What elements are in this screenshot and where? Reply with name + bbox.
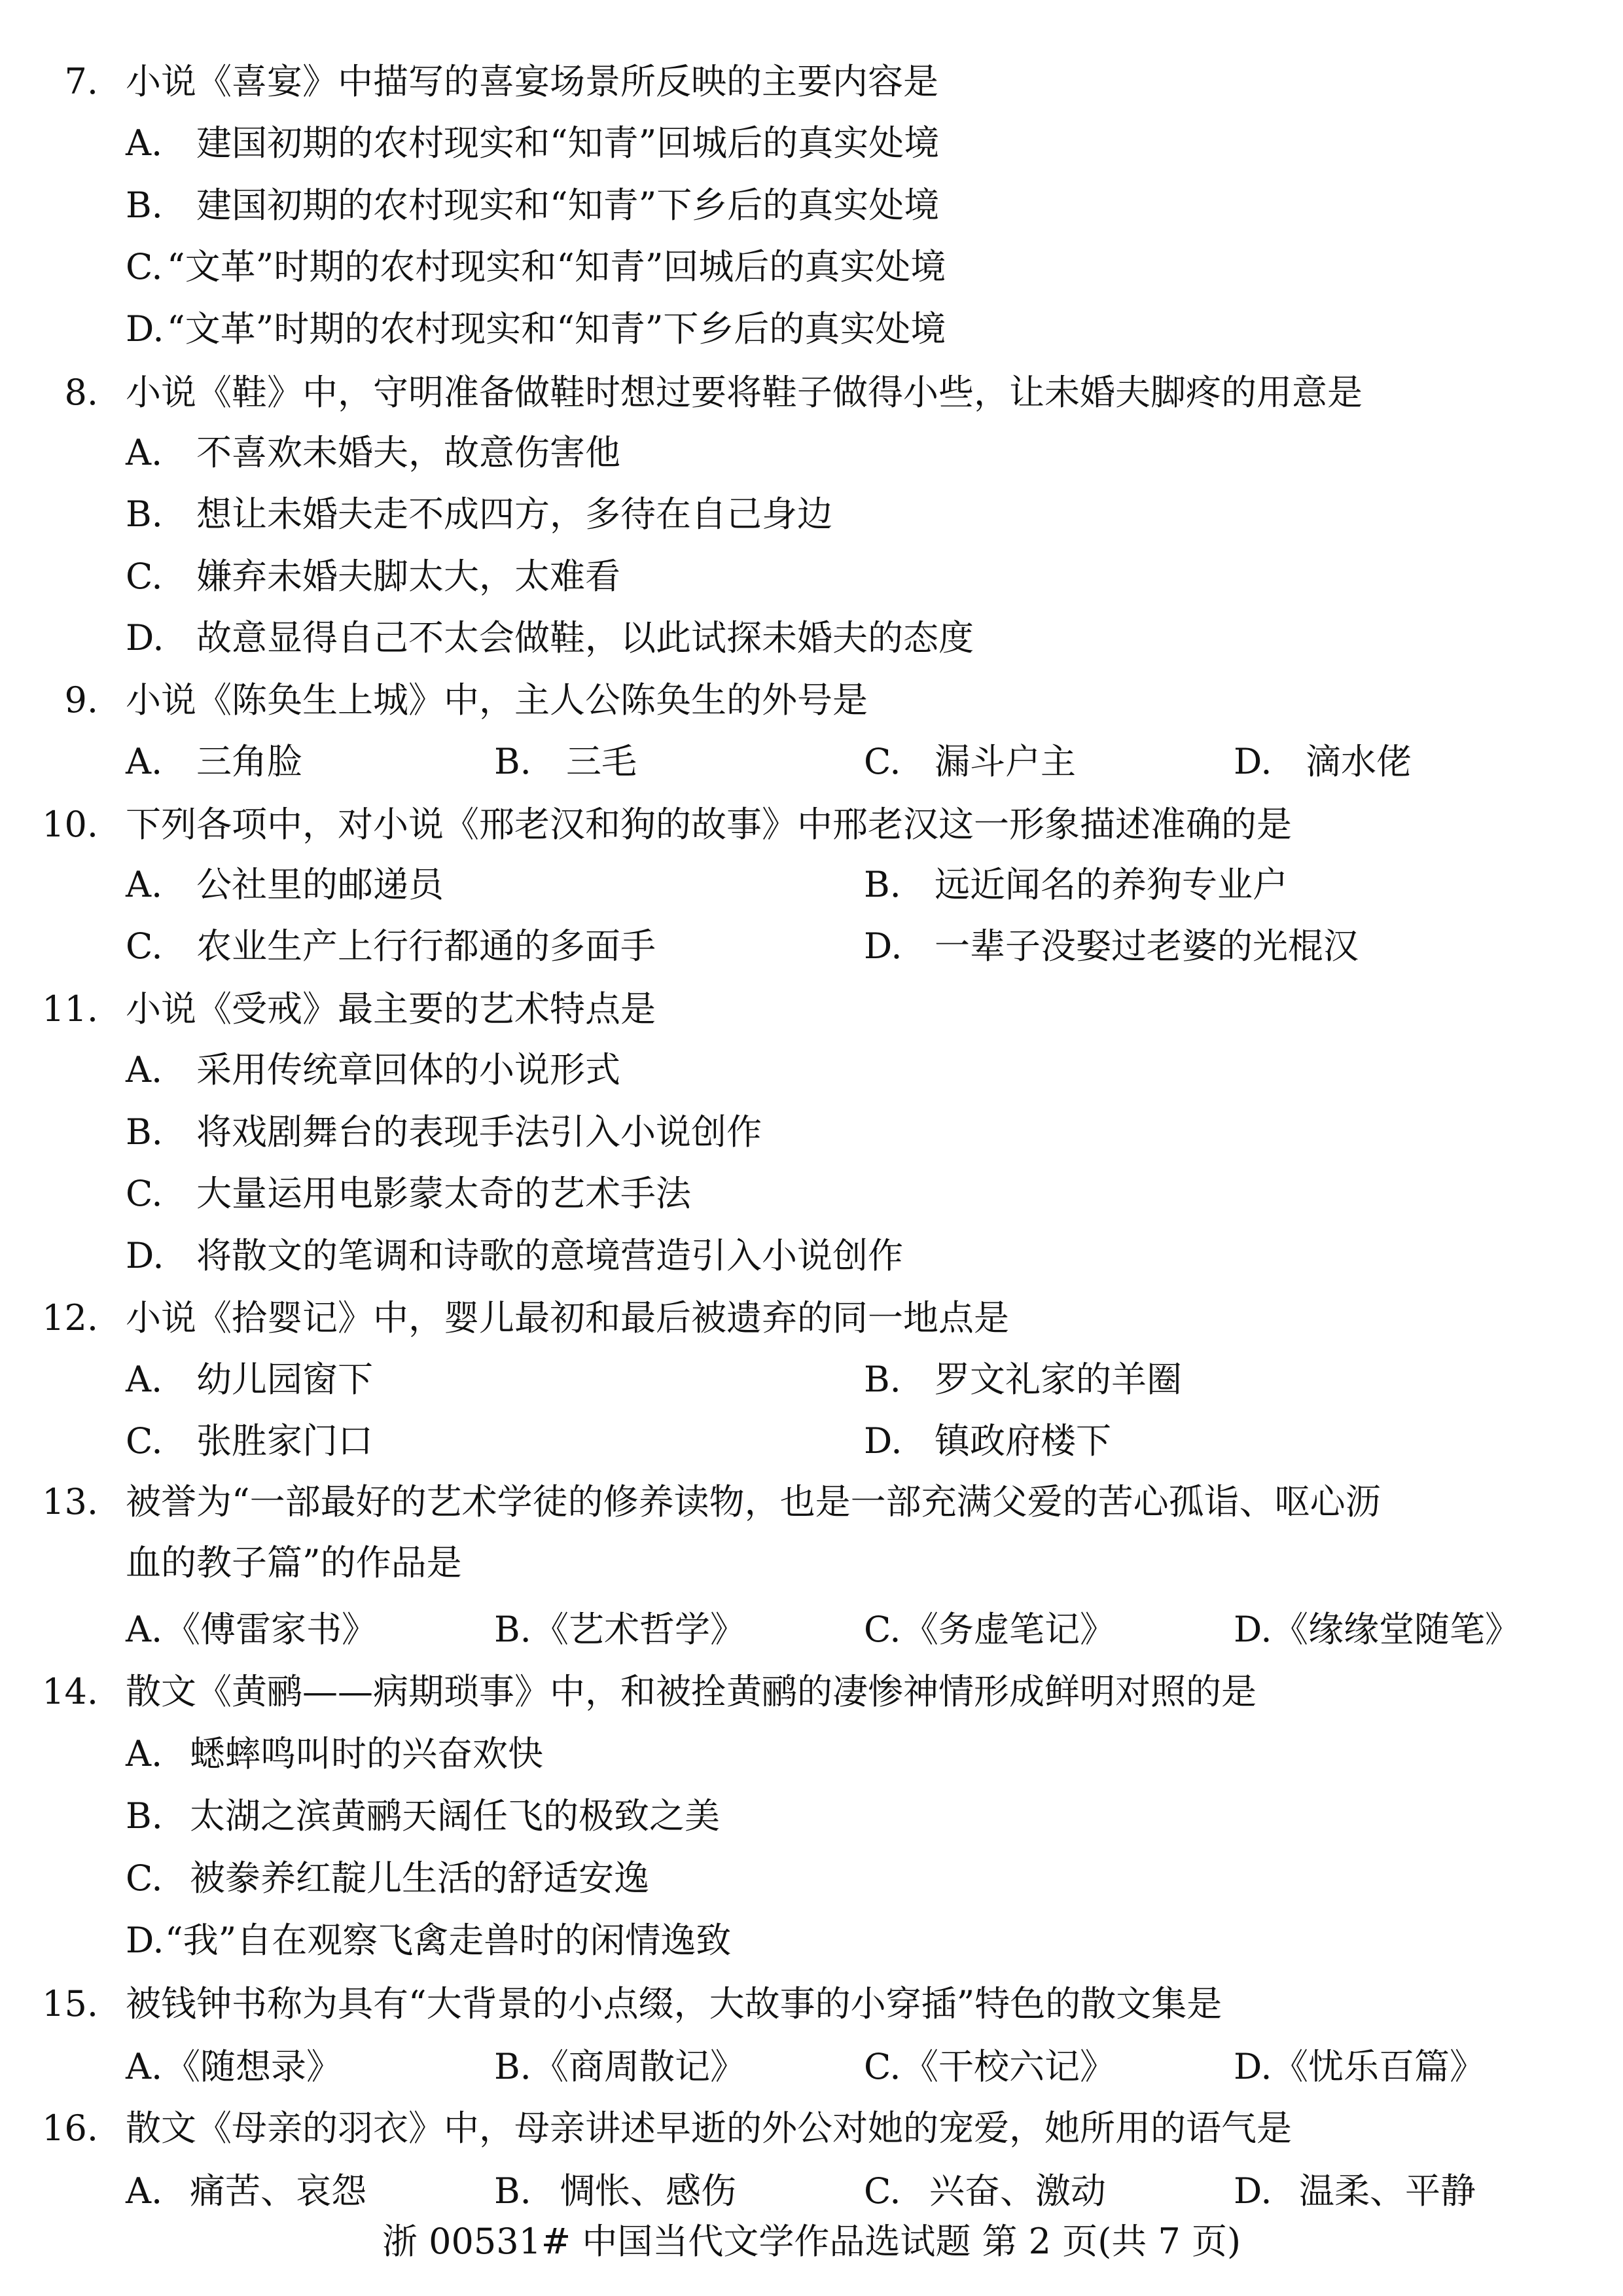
- option-label: C.: [126, 1420, 163, 1462]
- option-text: 将散文的笔调和诗歌的意境营造引入小说创作: [196, 1235, 903, 1276]
- option-label: B.: [126, 1795, 163, 1837]
- option-text: 被豢养红靛儿生活的舒适安逸: [190, 1857, 649, 1899]
- option-label: A.: [126, 1049, 163, 1090]
- option-label: A.: [126, 432, 163, 473]
- option-text: 兴奋、激动: [929, 2170, 1106, 2212]
- option-label: B.: [864, 864, 901, 905]
- question-number: 14.: [42, 1671, 98, 1712]
- question-text: 被誉为“一部最好的艺术学徒的修养读物，也是一部充满父爱的苦心孤诣、呕心沥: [126, 1481, 1381, 1522]
- option-text: 嫌弃未婚夫脚太大，太难看: [196, 556, 620, 597]
- question-number: 10.: [42, 804, 98, 845]
- option-text: “文革”时期的农村现实和“知青”下乡后的真实处境: [167, 308, 946, 350]
- option-text: 滴水佬: [1306, 741, 1412, 782]
- option-label: D.: [864, 1420, 902, 1462]
- option-text: 《随想录》: [165, 2046, 342, 2087]
- option-text: 《缘缘堂随笔》: [1273, 1609, 1520, 1650]
- option-label: D.: [1234, 1609, 1272, 1650]
- option-label: A.: [126, 2046, 163, 2087]
- option-label: B.: [126, 493, 163, 535]
- option-text: 一辈子没娶过老婆的光棍汉: [935, 925, 1359, 967]
- option-label: B.: [494, 2170, 531, 2212]
- option-label: B.: [126, 1111, 163, 1153]
- option-label: B.: [864, 1359, 901, 1400]
- option-label: B.: [494, 2046, 531, 2087]
- option-label: A.: [126, 1733, 163, 1774]
- option-text: 太湖之滨黄鹂天阔任飞的极致之美: [190, 1795, 720, 1837]
- option-text: 农业生产上行行都通的多面手: [196, 925, 656, 967]
- question-text: 血的教子篇”的作品是: [126, 1542, 462, 1583]
- option-label: D.: [1234, 2046, 1272, 2087]
- option-text: 《忧乐百篇》: [1273, 2046, 1485, 2087]
- option-text: 采用传统章回体的小说形式: [196, 1049, 620, 1090]
- option-label: C.: [126, 246, 163, 287]
- option-text: 不喜欢未婚夫，故意伤害他: [196, 432, 620, 473]
- page-footer: 浙 00531# 中国当代文学作品选试题 第 2 页(共 7 页): [382, 2221, 1241, 2262]
- question-text: 散文《母亲的羽衣》中，母亲讲述早逝的外公对她的宠爱，她所用的语气是: [126, 2108, 1292, 2149]
- option-label: B.: [494, 1609, 531, 1650]
- option-text: 建国初期的农村现实和“知青”回城后的真实处境: [196, 122, 940, 164]
- option-label: C.: [126, 1173, 163, 1214]
- question-text: 小说《受戒》最主要的艺术特点是: [126, 988, 656, 1030]
- question-text: 小说《喜宴》中描写的喜宴场景所反映的主要内容是: [126, 61, 938, 102]
- question-number: 11.: [42, 988, 98, 1030]
- question-text: 小说《鞋》中，守明准备做鞋时想过要将鞋子做得小些，让未婚夫脚疼的用意是: [126, 372, 1363, 413]
- option-text: 想让未婚夫走不成四方，多待在自己身边: [196, 493, 832, 535]
- option-label: C.: [126, 556, 163, 597]
- option-text: 故意显得自己不太会做鞋，以此试探未婚夫的态度: [196, 617, 974, 658]
- question-number: 16.: [42, 2108, 98, 2149]
- option-text: 大量运用电影蒙太奇的艺术手法: [196, 1173, 691, 1214]
- option-label: D.: [126, 1235, 164, 1276]
- question-text: 下列各项中，对小说《邢老汉和狗的故事》中邢老汉这一形象描述准确的是: [126, 804, 1292, 845]
- option-label: A.: [126, 1359, 163, 1400]
- option-label: C.: [864, 2046, 901, 2087]
- option-label: A.: [126, 741, 163, 782]
- question-number: 15.: [42, 1983, 98, 2024]
- option-label: A.: [126, 122, 163, 164]
- option-text: 惆怅、感伤: [560, 2170, 736, 2212]
- question-number: 9.: [64, 679, 98, 721]
- question-number: 8.: [64, 372, 98, 413]
- option-text: 漏斗户主: [935, 741, 1076, 782]
- option-label: C.: [864, 2170, 901, 2212]
- option-text: 将戏剧舞台的表现手法引入小说创作: [196, 1111, 762, 1153]
- question-number: 12.: [42, 1297, 98, 1338]
- option-label: D.: [1234, 741, 1272, 782]
- option-text: 《傅雷家书》: [165, 1609, 377, 1650]
- question-number: 7.: [64, 61, 98, 102]
- option-text: 《干校六记》: [903, 2046, 1115, 2087]
- option-text: “文革”时期的农村现实和“知青”回城后的真实处境: [167, 246, 946, 287]
- option-text: 远近闻名的养狗专业户: [935, 864, 1288, 905]
- option-label: B.: [126, 185, 163, 226]
- question-number: 13.: [42, 1481, 98, 1522]
- option-text: 《务虚笔记》: [903, 1609, 1115, 1650]
- option-text: 三毛: [566, 741, 637, 782]
- option-text: 幼儿园窗下: [196, 1359, 373, 1400]
- option-label: C.: [864, 1609, 901, 1650]
- question-text: 小说《陈奂生上城》中，主人公陈奂生的外号是: [126, 679, 868, 721]
- question-text: 散文《黄鹂——病期琐事》中，和被拴黄鹂的凄惨神情形成鲜明对照的是: [126, 1671, 1257, 1712]
- option-label: B.: [494, 741, 531, 782]
- option-text: 罗文礼家的羊圈: [935, 1359, 1182, 1400]
- question-text: 被钱钟书称为具有“大背景的小点缀，大故事的小穿插”特色的散文集是: [126, 1983, 1222, 2024]
- option-text: 蟋蟀鸣叫时的兴奋欢快: [190, 1733, 543, 1774]
- option-label: A.: [126, 1609, 163, 1650]
- option-text: 《商周散记》: [533, 2046, 745, 2087]
- option-label: A.: [126, 2170, 163, 2212]
- option-label: C.: [864, 741, 901, 782]
- option-text: 《艺术哲学》: [533, 1609, 745, 1650]
- option-text: “我”自在观察飞禽走兽时的闲情逸致: [165, 1920, 732, 1961]
- option-label: D.: [126, 1920, 164, 1961]
- option-label: A.: [126, 864, 163, 905]
- option-label: D.: [126, 617, 164, 658]
- option-label: D.: [1234, 2170, 1272, 2212]
- option-text: 三角脸: [196, 741, 302, 782]
- option-label: D.: [126, 308, 164, 350]
- option-label: D.: [864, 925, 902, 967]
- option-label: C.: [126, 925, 163, 967]
- option-text: 痛苦、哀怨: [190, 2170, 366, 2212]
- option-text: 镇政府楼下: [935, 1420, 1111, 1462]
- option-text: 张胜家门口: [196, 1420, 373, 1462]
- option-label: C.: [126, 1857, 163, 1899]
- option-text: 建国初期的农村现实和“知青”下乡后的真实处境: [196, 185, 940, 226]
- question-text: 小说《拾婴记》中，婴儿最初和最后被遗弃的同一地点是: [126, 1297, 1009, 1338]
- option-text: 公社里的邮递员: [196, 864, 444, 905]
- option-text: 温柔、平静: [1299, 2170, 1476, 2212]
